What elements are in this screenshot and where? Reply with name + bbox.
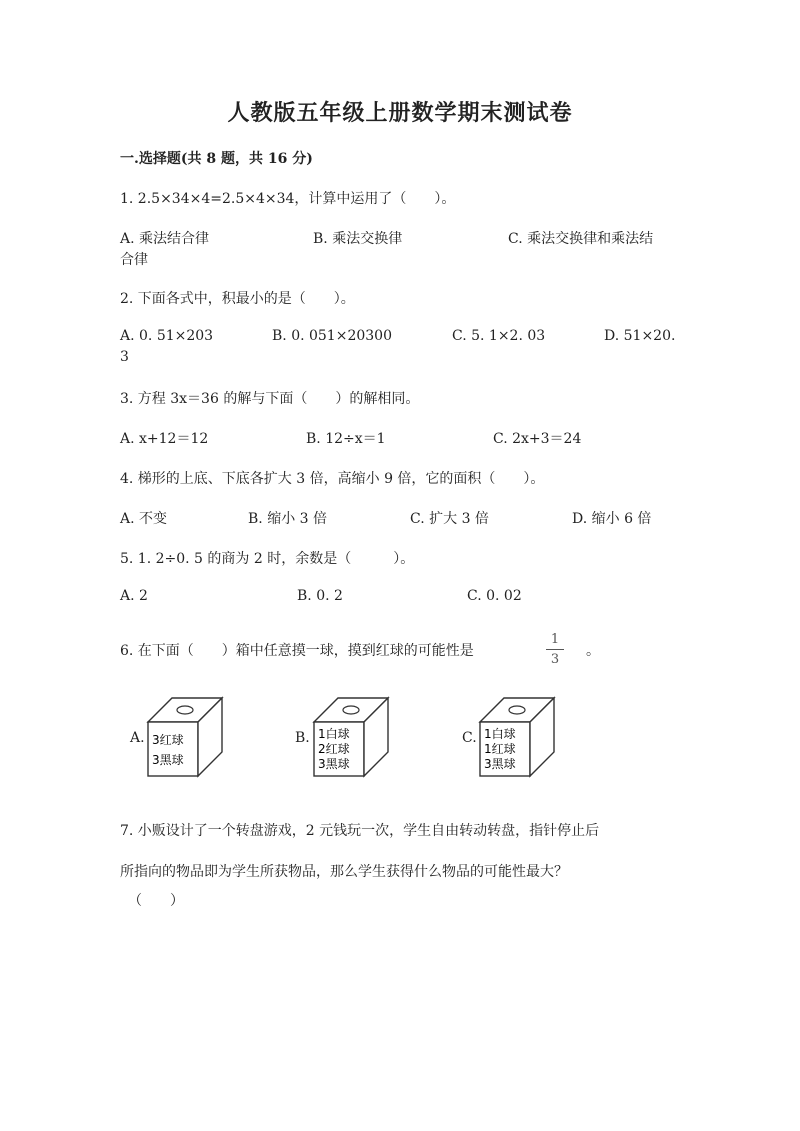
box-c-line-1: 1白球 [484, 727, 516, 741]
question-2-option-b[interactable]: B. 0. 051×20300 [272, 328, 392, 344]
question-7-stem-line-1: 7. 小贩设计了一个转盘游戏，2 元钱玩一次，学生自由转动转盘，指针停止后 [120, 823, 600, 839]
question-4-stem: 4. 梯形的上底、下底各扩大 3 倍，高缩小 9 倍，它的面积（ ）。 [120, 471, 545, 487]
box-a-line-1: 3红球 [152, 733, 184, 747]
question-5-stem: 5. 1. 2÷0. 5 的商为 2 时，余数是（ ）。 [120, 551, 415, 567]
box-b-line-3: 3黑球 [318, 757, 350, 771]
box-b-cube[interactable] [312, 696, 392, 780]
fraction-denominator: 3 [550, 652, 560, 667]
question-3-option-a[interactable]: A. x+12＝12 [120, 431, 209, 447]
fraction-numerator: 1 [550, 632, 560, 647]
box-c-line-3: 3黑球 [484, 757, 516, 771]
question-4-option-b[interactable]: B. 缩小 3 倍 [248, 511, 327, 527]
question-1-option-a[interactable]: A. 乘法结合律 [120, 231, 210, 247]
question-1-option-c-wrap: 合律 [120, 252, 148, 268]
box-c-cube[interactable] [478, 696, 558, 780]
question-5-option-a[interactable]: A. 2 [120, 588, 148, 604]
fraction-bar [546, 649, 564, 650]
box-a-line-2: 3黑球 [152, 753, 184, 767]
section-heading: 一.选择题(共 8 题，共 16 分) [120, 151, 313, 167]
question-5-option-c[interactable]: C. 0. 02 [467, 588, 522, 604]
question-1-option-c[interactable]: C. 乘法交换律和乘法结 [508, 231, 654, 247]
question-4-option-a[interactable]: A. 不变 [120, 511, 168, 527]
question-3-option-c[interactable]: C. 2x+3＝24 [493, 431, 582, 447]
question-2-option-a[interactable]: A. 0. 51×203 [120, 328, 214, 344]
box-a-label[interactable]: A. [130, 730, 145, 746]
question-4-option-d[interactable]: D. 缩小 6 倍 [572, 511, 652, 527]
question-3-stem: 3. 方程 3x＝36 的解与下面（ ）的解相同。 [120, 391, 420, 407]
question-2-option-d-wrap: 3 [120, 349, 129, 365]
box-b-label[interactable]: B. [295, 730, 310, 746]
question-2-option-d[interactable]: D. 51×20. [604, 328, 676, 344]
question-1-option-b[interactable]: B. 乘法交换律 [313, 231, 403, 247]
question-2-option-c[interactable]: C. 5. 1×2. 03 [452, 328, 546, 344]
box-a-cube[interactable] [146, 696, 226, 780]
box-b-line-1: 1白球 [318, 727, 350, 741]
question-1-stem: 1. 2.5×34×4=2.5×4×34，计算中运用了（ ）。 [120, 191, 456, 207]
box-c-line-2: 1红球 [484, 742, 516, 756]
box-b-line-2: 2红球 [318, 742, 350, 756]
question-6-stem: 6. 在下面（ ）箱中任意摸一球，摸到红球的可能性是 [120, 643, 474, 659]
box-c-label[interactable]: C. [462, 730, 477, 746]
probability-fraction [546, 632, 564, 667]
question-2-stem: 2. 下面各式中，积最小的是（ ）。 [120, 291, 355, 307]
question-5-option-b[interactable]: B. 0. 2 [297, 588, 343, 604]
page-title: 人教版五年级上册数学期末测试卷 [227, 100, 573, 126]
question-7-stem-line-2: 所指向的物品即为学生所获物品，那么学生获得什么物品的可能性最大？ [120, 864, 568, 880]
question-7-answer-blank[interactable]: （ ） [128, 893, 184, 909]
question-3-option-b[interactable]: B. 12÷x＝1 [306, 431, 386, 447]
question-6-end: 。 [586, 643, 600, 659]
question-4-option-c[interactable]: C. 扩大 3 倍 [410, 511, 489, 527]
